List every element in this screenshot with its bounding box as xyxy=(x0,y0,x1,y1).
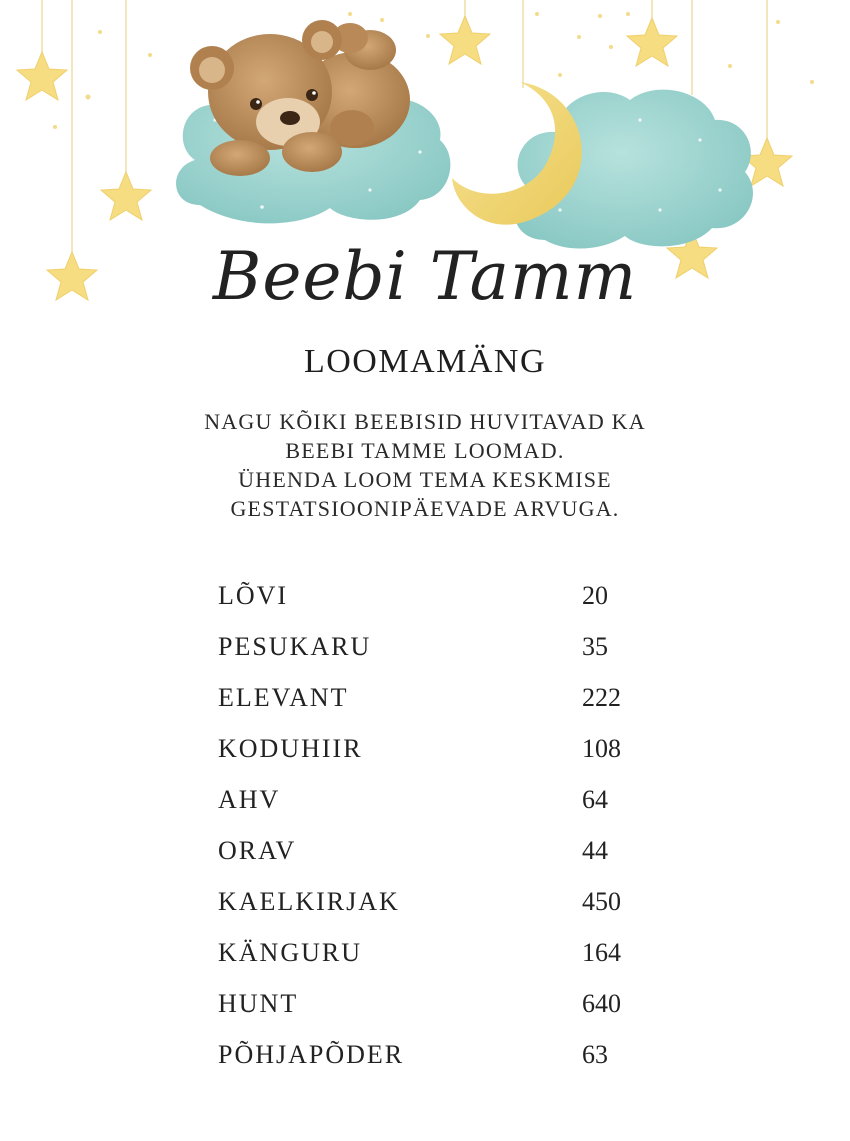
list-item xyxy=(0,981,850,1032)
list-item xyxy=(0,1032,850,1083)
instructions-line: ÜHENDA LOOM TEMA KESKMISE xyxy=(238,467,612,492)
animal-name: PESUKARU xyxy=(218,632,372,661)
list-item xyxy=(0,726,850,777)
gestation-number: 35 xyxy=(582,632,608,661)
list-item xyxy=(0,828,850,879)
list-item xyxy=(0,930,850,981)
animal-name: ELEVANT xyxy=(218,683,349,712)
list-item xyxy=(0,777,850,828)
animal-name: PÕHJAPÕDER xyxy=(218,1040,405,1069)
gestation-number: 44 xyxy=(582,836,608,865)
page-title: Beebi Tamm xyxy=(212,238,638,315)
list-item xyxy=(0,675,850,726)
animal-name: LÕVI xyxy=(218,581,289,610)
animal-number-list xyxy=(0,573,850,1083)
gestation-number: 450 xyxy=(582,887,621,916)
list-item xyxy=(0,879,850,930)
gestation-number: 640 xyxy=(582,989,621,1018)
gestation-number: 63 xyxy=(582,1040,608,1069)
animal-name: KÄNGURU xyxy=(218,938,362,967)
animal-name: KODUHIIR xyxy=(218,734,363,763)
gestation-number: 108 xyxy=(582,734,621,763)
instructions-line: GESTATSIOONIPÄEVADE ARVUGA. xyxy=(230,496,620,521)
gestation-number: 20 xyxy=(582,581,608,610)
instructions-line: BEEBI TAMME LOOMAD. xyxy=(285,438,565,463)
instructions xyxy=(150,407,700,523)
gestation-number: 64 xyxy=(582,785,608,814)
gestation-number: 164 xyxy=(582,938,621,967)
animal-name: HUNT xyxy=(218,989,299,1018)
instructions-line: NAGU KÕIKI BEEBISID HUVITAVAD KA xyxy=(204,409,646,434)
gestation-number: 222 xyxy=(582,683,621,712)
animal-name: ORAV xyxy=(218,836,297,865)
animal-name: KAELKIRJAK xyxy=(218,887,400,916)
animal-name: AHV xyxy=(218,785,281,814)
list-item xyxy=(0,624,850,675)
page-subtitle: LOOMAMÄNG xyxy=(303,343,547,380)
list-item xyxy=(0,573,850,624)
